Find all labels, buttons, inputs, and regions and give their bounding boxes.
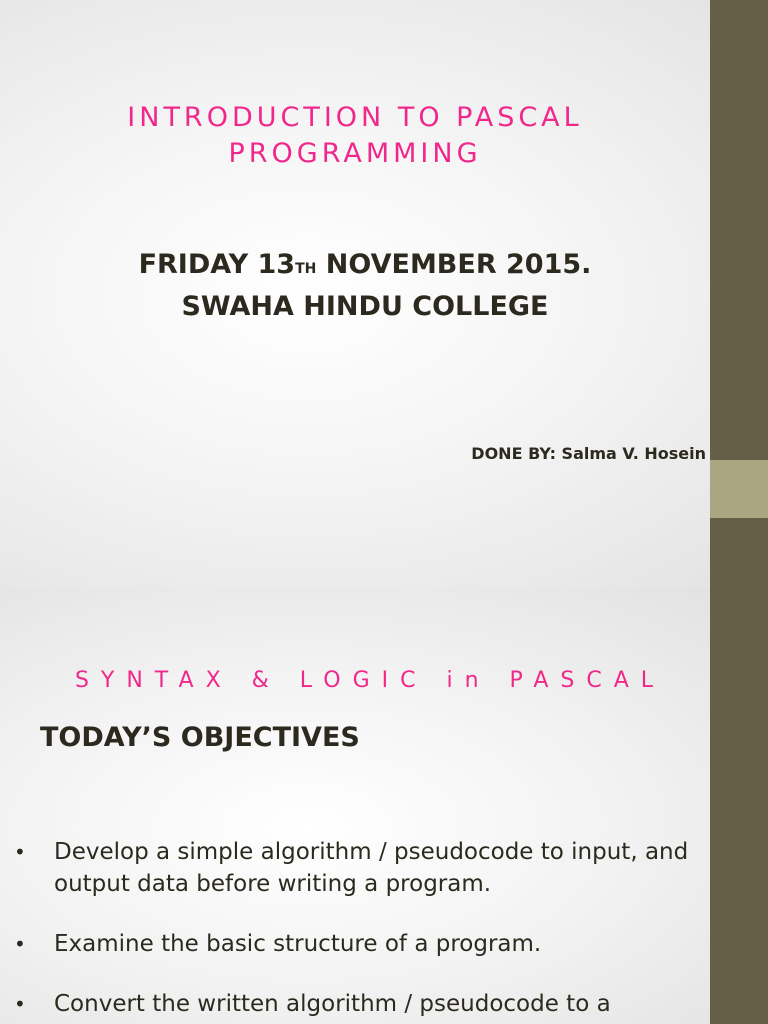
bullet-icon: • [14, 932, 26, 956]
list-item [14, 928, 694, 960]
author-name: Salma V. Hosein [555, 444, 706, 463]
list-item [14, 988, 694, 1020]
presentation-title [60, 100, 650, 172]
side-bar [710, 588, 768, 1024]
bullet-icon: • [14, 992, 26, 1016]
date-prefix: FRIDAY 13 [138, 249, 296, 280]
presentation-date [40, 244, 690, 290]
title-line-2: PROGRAMMING [228, 138, 482, 169]
objective-text: Convert the written algorithm / pseudocode to a [54, 991, 611, 1017]
done-by-label: DONE BY: [471, 444, 556, 463]
college-name: SWAHA HINDU COLLEGE [181, 291, 549, 322]
slide-objectives [0, 588, 768, 1024]
author-credit [471, 444, 706, 463]
objective-text: Develop a simple algorithm / pseudocode to input, and output data before writing a program. [54, 839, 689, 897]
list-item [14, 836, 694, 900]
date-superscript: TH [295, 261, 317, 277]
side-bar-accent [710, 460, 768, 518]
title-line-1: INTRODUCTION TO PASCAL [127, 102, 583, 133]
objective-text: Examine the basic structure of a program. [54, 931, 542, 957]
slide-2-title: SYNTAX & LOGIC in PASCAL [74, 668, 666, 693]
objectives-heading: TODAY’S OBJECTIVES [40, 722, 360, 753]
bullet-icon: • [14, 840, 26, 864]
date-suffix: NOVEMBER 2015. [316, 249, 592, 280]
objectives-list [14, 836, 694, 1024]
